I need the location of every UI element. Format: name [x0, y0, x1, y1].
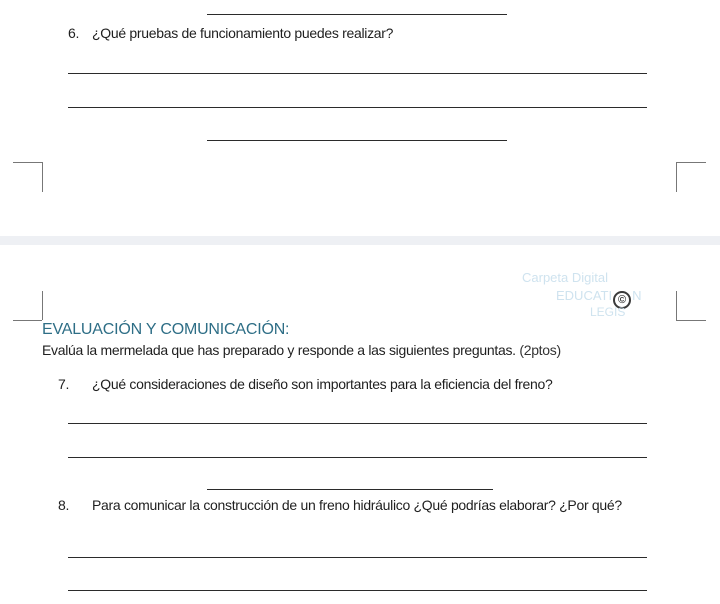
answer-line: [207, 14, 507, 15]
question-text: ¿Qué pruebas de funcionamiento puedes realizar?: [92, 25, 394, 41]
answer-line: [68, 590, 647, 591]
answer-line: [68, 73, 647, 74]
crop-mark: [676, 162, 706, 163]
crop-mark: [13, 162, 42, 163]
watermark-line-3: LEGIS: [590, 305, 626, 319]
crop-mark: [676, 320, 706, 321]
question-number: 8.: [58, 497, 70, 513]
page-upper: [0, 0, 720, 236]
answer-line: [68, 457, 647, 458]
section-title: EVALUACIÓN Y COMUNICACIÓN:: [42, 321, 290, 338]
answer-line: [68, 557, 647, 558]
question-number: 7.: [58, 376, 70, 392]
instructions-text: Evalúa la mermelada que has preparado y responde a las siguientes preguntas.: [42, 342, 516, 358]
watermark-text: N: [632, 288, 642, 303]
question-number: 6.: [68, 25, 80, 41]
watermark-text: EDUCATI: [556, 288, 613, 303]
crop-mark: [13, 320, 42, 321]
crop-mark: [676, 291, 677, 320]
section-instructions: [42, 342, 561, 358]
watermark-line-1: Carpeta Digital: [522, 270, 608, 285]
crop-mark: [676, 162, 677, 192]
crop-mark: [42, 162, 43, 192]
answer-line: [68, 423, 647, 424]
page-separator: [0, 236, 720, 245]
points-label: (2ptos): [519, 342, 561, 358]
answer-line: [68, 107, 647, 108]
answer-line: [207, 140, 507, 141]
question-text: ¿Qué consideraciones de diseño son importantes para la eficiencia del freno?: [92, 376, 553, 392]
answer-line: [207, 489, 493, 490]
copyright-icon: ©: [613, 291, 631, 309]
crop-mark: [42, 291, 43, 320]
question-text: Para comunicar la construcción de un freno hidráulico ¿Qué podrías elaborar? ¿Por qué?: [92, 497, 622, 513]
